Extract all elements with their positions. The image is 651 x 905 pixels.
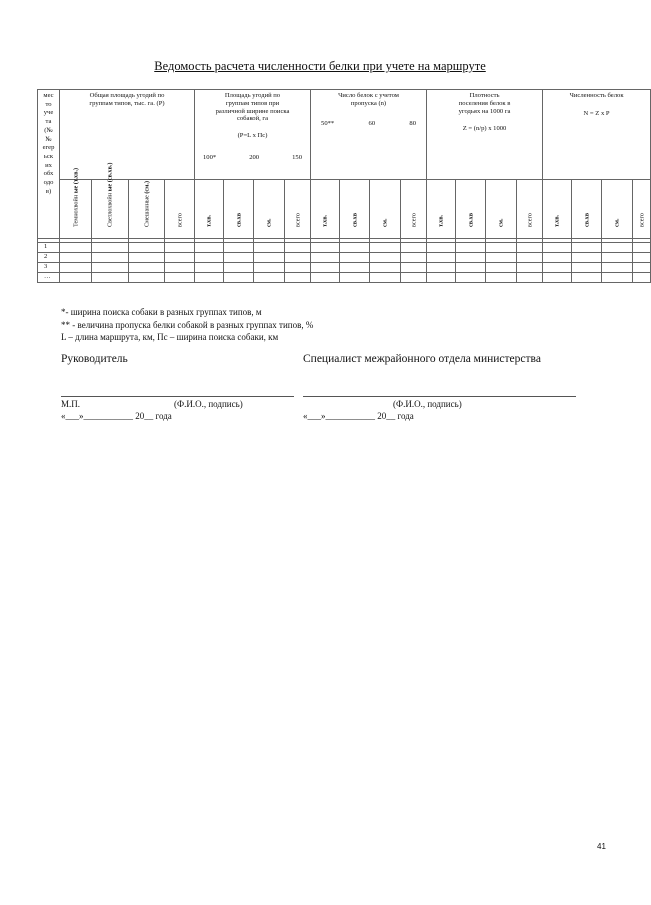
data-cell [224,243,254,253]
data-cell [224,263,254,273]
subheader-label-bold: см. [381,218,389,227]
data-cell [370,243,401,253]
data-cell [486,273,517,283]
subheader-label: всего [175,212,183,227]
footnote-route-length: L – длина маршрута, км, Пс – ширина поиска собаки, км [61,332,279,342]
group-header-line: угодьях на 1000 га [458,107,511,115]
subheader-label-bold: ые (т.хв.) [71,167,79,195]
data-cell [401,253,427,263]
subheader-label: Смешанные [142,194,150,227]
data-cell [456,243,486,253]
footnotes [61,306,313,344]
subheader-label-bold: ые (св.хв.) [106,162,114,193]
group-header-line: Число белок с учетом [338,92,399,99]
group-total-area-header [60,90,195,180]
right-fio-label: (Ф.И.О., подпись) [393,399,462,409]
footnote-search-width: *- ширина поиска собаки в разных группах типов, м [61,307,262,317]
subheader-label: всего [409,212,417,227]
data-cell [311,263,340,273]
subheader-label-bold: св.хв [582,212,590,227]
data-cell [60,263,92,273]
table-row [38,273,651,283]
data-cell [427,273,456,283]
left-date-field: «___»___________ 20__ года [61,411,172,421]
row-header-line: то [45,100,52,108]
data-cell [572,263,602,273]
subheader-cell [517,180,543,239]
subheader-cell [129,180,165,239]
data-cell [165,263,195,273]
row-number: … [38,273,60,283]
data-cell [572,253,602,263]
subheader-cell [486,180,517,239]
subheader-label-bold: см. [497,218,505,227]
data-cell [254,243,285,253]
data-cell [195,263,224,273]
data-cell [285,263,311,273]
group-header-line: Площадь угодий по [224,92,281,99]
data-cell [165,273,195,283]
right-date-field: «___»___________ 20__ года [303,411,414,421]
row-header-line: обх [43,170,54,178]
data-cell [517,273,543,283]
subheader-label-bold: см. [613,218,621,227]
group-formula: N = Z x P [583,109,610,117]
subheader-label-bold: т.хв. [205,214,213,227]
row-number: 2 [38,253,60,263]
data-cell [486,263,517,273]
subheader-label-bold: т.хв. [321,214,329,227]
data-cell [401,243,427,253]
row-number: 3 [38,263,60,273]
subheader-cell [92,162,129,239]
group-population-header [543,90,651,180]
group-header-line: Плотность [469,92,500,99]
subheader-label-bold: (см.) [142,180,150,195]
data-cell [165,253,195,263]
stamp-label: М.П. [61,399,81,409]
data-cell [456,253,486,263]
data-cell [543,253,572,263]
subheader-cell [427,180,456,239]
data-cell [456,263,486,273]
group-header-line: группам типов при [225,99,280,107]
left-signature-line [61,396,294,397]
subheader-label: всего [293,212,301,227]
left-signature-title: Руководитель [61,353,128,365]
subheader-cell [340,180,370,239]
data-cell [311,273,340,283]
data-cell [60,243,92,253]
data-cell [92,253,129,263]
data-cell [285,253,311,263]
row-header-line: в) [45,187,52,195]
subheader-cell [572,180,602,239]
data-cell [543,273,572,283]
footnote-skip-rate: ** - величина пропуска белки собакой в разных группах типов, % [61,319,314,330]
data-cell [285,273,311,283]
data-cell [254,253,285,263]
group-density-header [427,90,543,180]
data-cell [633,273,651,283]
account-location-header [38,90,60,239]
data-cell [92,263,129,273]
data-cell [572,273,602,283]
subheader-cell [633,180,651,239]
data-cell [633,243,651,253]
page-number: 41 [597,842,606,851]
group-header-line: группам типов, тыс. га. (Р) [89,99,165,107]
data-cell [60,273,92,283]
subheader-label-bold: св.хв [350,212,358,227]
data-cell [517,253,543,263]
data-cell [195,273,224,283]
group-formula: Z = (n/p) x 1000 [462,125,507,133]
data-cell [165,243,195,253]
subheader-label-bold: т.хв. [553,214,561,227]
subheader-cell [60,167,92,239]
group-header-line: различной ширине поиска [215,107,290,115]
row-header-line: их [45,161,52,169]
subheader-cell [195,180,224,239]
subheader-label: Темнохвойн [71,194,79,227]
document-title: Ведомость расчета численности белки при учете на маршруте [154,59,486,73]
group-squirrel-count-header [311,90,427,180]
data-cell [224,273,254,283]
left-fio-label: (Ф.И.О., подпись) [174,399,243,409]
group-header-line: Общая площадь угодий по [89,92,165,99]
row-header-line: (№ [44,126,53,134]
data-cell [602,273,633,283]
subheader-cell [311,180,340,239]
subheader-label: Светлохвойн [106,192,114,227]
data-cell [401,273,427,283]
data-cell [254,273,285,283]
data-cell [254,263,285,273]
data-cell [633,253,651,263]
row-header-line: егер [42,144,55,152]
subheader-label-bold: т.хв. [437,214,445,227]
data-cell [92,243,129,253]
subheader-cell [456,180,486,239]
group-value: 80 [409,119,417,127]
data-cell [633,263,651,273]
subheader-label-bold: св.хв [234,212,242,227]
table-row [38,243,651,253]
subheader-cell [224,180,254,239]
data-cell [602,243,633,253]
subheader-cell [370,180,401,239]
table-row [38,263,651,273]
data-cell [370,253,401,263]
row-header-line: одо [43,179,54,187]
row-header-line: та [45,118,52,126]
calculation-table [37,89,651,283]
data-cell [543,243,572,253]
data-cell [285,243,311,253]
data-cell [401,263,427,273]
group-formula: (P=L x Пс) [237,132,268,140]
data-cell [543,263,572,273]
subheader-cell [543,180,572,239]
subheader-row [38,180,651,239]
data-cell [340,253,370,263]
subheader-cell [602,180,633,239]
subheader-label: всего [637,212,645,227]
subheader-label: всего [525,212,533,227]
data-cell [517,243,543,253]
data-cell [427,243,456,253]
data-cell [340,263,370,273]
right-signature-line [303,396,576,397]
group-header-line: Численность белок [569,92,624,99]
data-cell [602,253,633,263]
data-cell [224,253,254,263]
data-cell [370,273,401,283]
group-value: 100* [203,153,217,161]
group-value: 200 [249,153,260,161]
subheader-cell [285,180,311,239]
right-signature-title: Специалист межрайонного отдела министерства [303,353,541,365]
data-cell [129,273,165,283]
data-cell [129,243,165,253]
row-header-line: № [45,135,52,143]
data-cell [427,253,456,263]
subheader-label-bold: св.хв [466,212,474,227]
data-cell [572,243,602,253]
data-cell [340,243,370,253]
subheader-label-bold: см. [265,218,273,227]
data-cell [427,263,456,273]
data-cell [456,273,486,283]
group-header-line: собакой, га [236,115,269,123]
data-cell [517,263,543,273]
subheader-cell [165,180,195,239]
data-cell [129,263,165,273]
group-value: 60 [368,119,376,127]
row-number: 1 [38,243,60,253]
group-value: 150 [292,153,302,161]
data-cell [195,253,224,263]
data-cell [486,243,517,253]
row-header-line: мес [43,92,54,99]
subheader-cell [254,180,285,239]
row-header-line: уче [43,109,54,117]
data-cell [60,253,92,263]
group-search-area-header [195,90,311,180]
data-cell [311,243,340,253]
data-cell [340,273,370,283]
group-header-line: пропуска (n) [350,99,387,107]
data-cell [370,263,401,273]
row-header-line: ьск [43,152,54,160]
data-cell [602,263,633,273]
group-value: 50** [321,119,335,127]
subheader-cell [401,180,427,239]
table-row [38,253,651,263]
data-cell [129,253,165,263]
group-header-line: поселения белок в [458,99,511,107]
data-cell [311,253,340,263]
data-cell [486,253,517,263]
data-cell [92,273,129,283]
data-cell [195,243,224,253]
